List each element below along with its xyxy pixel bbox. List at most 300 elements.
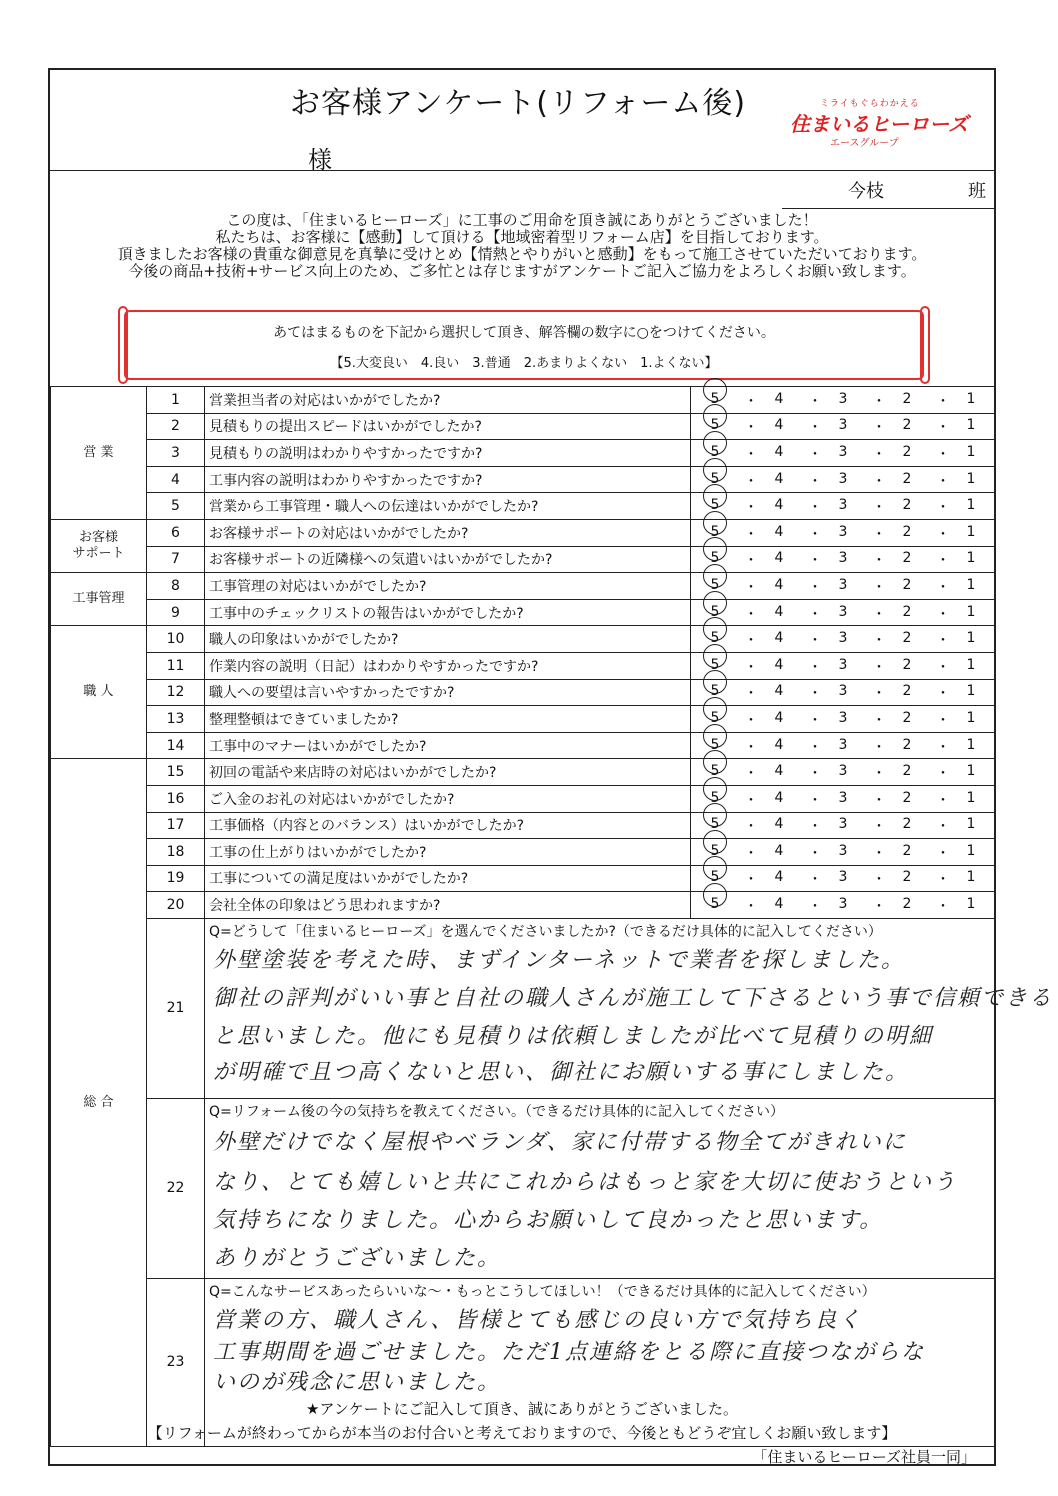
rating-option[interactable]: 1 — [966, 683, 976, 700]
rating-cell — [691, 652, 995, 679]
question-row — [51, 519, 995, 546]
question-text: 工事価格（内容とのバランス）はいかがでしたか? — [205, 812, 691, 839]
question-number: 21 — [147, 918, 205, 1098]
rating-option[interactable]: 5 — [710, 683, 720, 700]
rating-separator: ・ — [872, 579, 886, 596]
category-label — [51, 759, 147, 1447]
rating-option[interactable]: 2 — [902, 497, 912, 514]
rating-cell — [691, 732, 995, 759]
intro-text — [50, 212, 994, 280]
logo-tagline: ミライもぐらわかえる — [820, 99, 920, 109]
rating-cell — [691, 573, 995, 600]
rating-option[interactable]: 3 — [838, 736, 848, 753]
rating-option[interactable]: 2 — [902, 763, 912, 780]
question-text: 作業内容の説明（日記）はわかりやすかったですか? — [205, 652, 691, 679]
rating-option[interactable]: 3 — [838, 497, 848, 514]
rating-option[interactable]: 5 — [710, 470, 720, 487]
rating-option[interactable]: 5 — [710, 736, 720, 753]
question-number: 4 — [147, 466, 205, 493]
question-row — [51, 892, 995, 919]
logo-group: エースグループ — [830, 138, 899, 149]
rating-separator: ・ — [744, 712, 758, 729]
question-row — [51, 466, 995, 493]
question-number: 2 — [147, 413, 205, 440]
rating-cell — [691, 785, 995, 812]
rating-option[interactable]: 3 — [838, 443, 848, 460]
rating-option[interactable]: 4 — [774, 550, 784, 567]
question-row — [51, 440, 995, 467]
rating-option[interactable]: 5 — [710, 869, 720, 886]
rating-separator: ・ — [872, 899, 886, 916]
question-row — [51, 732, 995, 759]
team-suffix: 班 — [968, 181, 986, 202]
rating-separator: ・ — [744, 819, 758, 836]
question-row — [51, 387, 995, 414]
rating-separator: ・ — [808, 579, 822, 596]
free-answer-row — [51, 1098, 995, 1278]
rating-separator: ・ — [808, 739, 822, 756]
question-text: お客様サポートの近隣様への気遣いはいかがでしたか? — [205, 546, 691, 573]
rating-separator: ・ — [936, 766, 950, 783]
survey-sheet — [48, 68, 1054, 1466]
rating-cell — [691, 706, 995, 733]
logo-brand: 住まいるヒーローズ — [790, 112, 969, 136]
rating-option[interactable]: 1 — [966, 390, 976, 407]
rating-separator: ・ — [936, 845, 950, 862]
question-text: 見積もりの説明はわかりやすかったですか? — [205, 440, 691, 467]
question-row — [51, 652, 995, 679]
rating-option[interactable]: 1 — [966, 842, 976, 859]
rating-separator: ・ — [936, 819, 950, 836]
question-number: 6 — [147, 519, 205, 546]
rating-option[interactable]: 4 — [774, 896, 784, 913]
rating-separator: ・ — [808, 553, 822, 570]
rating-option[interactable]: 2 — [902, 576, 912, 593]
rating-option[interactable]: 2 — [902, 816, 912, 833]
rating-option[interactable]: 4 — [774, 683, 784, 700]
question-row — [51, 493, 995, 520]
rating-separator: ・ — [872, 526, 886, 543]
question-table — [50, 386, 1054, 1447]
rating-option[interactable]: 2 — [902, 896, 912, 913]
rating-separator: ・ — [872, 446, 886, 463]
free-question-text: Q=こんなサービスあったらいいな～・もっとこうしてほしい！（できるだけ具体的に記入してください） — [209, 1283, 876, 1300]
rating-option[interactable]: 3 — [838, 789, 848, 806]
category-label — [51, 626, 147, 759]
handwritten-answer-line: が明確で且つ高くないと思い、御社にお願いする事にしました。 — [213, 1059, 910, 1085]
rating-separator: ・ — [936, 500, 950, 517]
question-number: 9 — [147, 599, 205, 626]
rating-option[interactable]: 4 — [774, 470, 784, 487]
rating-separator: ・ — [744, 659, 758, 676]
rating-cell — [691, 839, 995, 866]
rating-option[interactable]: 5 — [710, 842, 720, 859]
rating-option[interactable]: 1 — [966, 443, 976, 460]
rating-option[interactable]: 2 — [902, 789, 912, 806]
question-number: 11 — [147, 652, 205, 679]
page-title: お客様アンケート(リフォーム後) — [290, 86, 747, 121]
instructions-banner — [124, 310, 924, 380]
rating-option[interactable]: 1 — [966, 630, 976, 647]
rating-separator: ・ — [808, 420, 822, 437]
footer-thanks: ★アンケートにご記入して頂き、誠にありがとうございました。 — [306, 1400, 738, 1418]
rating-separator: ・ — [936, 446, 950, 463]
rating-separator: ・ — [872, 819, 886, 836]
intro-line: 今後の商品+技術+サービス向上のため、ご多忙とは存じますがアンケートご記入ご協力をよろしくお願い致します。 — [128, 262, 916, 280]
question-number: 5 — [147, 493, 205, 520]
rating-option[interactable]: 4 — [774, 816, 784, 833]
question-number: 19 — [147, 865, 205, 892]
rating-option[interactable]: 4 — [774, 869, 784, 886]
rating-option[interactable]: 3 — [838, 417, 848, 434]
intro-line: この度は、「住まいるヒーローズ」に工事のご用命を頂き誠にありがとうございました！ — [226, 211, 818, 229]
rating-separator: ・ — [808, 686, 822, 703]
question-row — [51, 599, 995, 626]
rating-separator: ・ — [936, 659, 950, 676]
question-text: 見積もりの提出スピードはいかがでしたか? — [205, 413, 691, 440]
rating-separator: ・ — [936, 899, 950, 916]
customer-honorific: 様 — [308, 146, 332, 174]
question-row — [51, 626, 995, 653]
question-number: 13 — [147, 706, 205, 733]
rating-option[interactable]: 1 — [966, 789, 976, 806]
rating-option[interactable]: 4 — [774, 709, 784, 726]
rating-option[interactable]: 1 — [966, 576, 976, 593]
question-row — [51, 812, 995, 839]
rating-separator: ・ — [872, 633, 886, 650]
question-number: 7 — [147, 546, 205, 573]
rating-option[interactable]: 2 — [902, 736, 912, 753]
rating-separator: ・ — [808, 819, 822, 836]
rating-separator: ・ — [744, 473, 758, 490]
rating-separator: ・ — [744, 633, 758, 650]
intro-line: 私たちは、お客様に【感動】して頂ける【地域密着型リフォーム店】を目指しております。 — [215, 228, 829, 246]
intro-line: 頂きましたお客様の貴重な御意見を真摯に受けとめ【情熱とやりがいと感動】をもって施工させていただいております。 — [117, 245, 927, 263]
rating-separator: ・ — [744, 553, 758, 570]
rating-option[interactable]: 1 — [966, 709, 976, 726]
rating-option[interactable]: 2 — [902, 869, 912, 886]
instructions-line-1: あてはまるものを下記から選択して頂き、解答欄の数字に○をつけてください。 — [273, 325, 775, 341]
rating-option[interactable]: 2 — [902, 523, 912, 540]
rating-option[interactable]: 5 — [710, 789, 720, 806]
scroll-curl-right — [920, 306, 930, 384]
category-text: お客様 — [78, 530, 118, 546]
rating-option[interactable]: 5 — [710, 630, 720, 647]
rating-option[interactable]: 5 — [710, 656, 720, 673]
rating-separator: ・ — [808, 526, 822, 543]
rating-option[interactable]: 4 — [774, 842, 784, 859]
rating-separator: ・ — [808, 712, 822, 729]
rating-option[interactable]: 1 — [966, 656, 976, 673]
question-number: 17 — [147, 812, 205, 839]
rating-separator: ・ — [808, 899, 822, 916]
rating-option[interactable]: 1 — [966, 869, 976, 886]
rating-option[interactable]: 1 — [966, 497, 976, 514]
rating-option[interactable]: 1 — [966, 763, 976, 780]
rating-option[interactable]: 3 — [838, 630, 848, 647]
rating-cell — [691, 493, 995, 520]
question-number: 8 — [147, 573, 205, 600]
rating-separator: ・ — [808, 446, 822, 463]
rating-cell — [691, 466, 995, 493]
rating-cell — [691, 387, 995, 414]
rating-separator: ・ — [936, 473, 950, 490]
rating-cell — [691, 679, 995, 706]
rating-separator: ・ — [744, 606, 758, 623]
question-number: 23 — [147, 1278, 205, 1446]
scroll-curl-left — [118, 306, 128, 384]
rating-option[interactable]: 4 — [774, 523, 784, 540]
rating-option[interactable]: 1 — [966, 896, 976, 913]
rating-option[interactable]: 3 — [838, 603, 848, 620]
rating-separator: ・ — [744, 792, 758, 809]
category-label — [51, 519, 147, 572]
rating-option[interactable]: 3 — [838, 763, 848, 780]
rating-option[interactable]: 3 — [838, 576, 848, 593]
rating-option[interactable]: 2 — [902, 683, 912, 700]
rating-option[interactable]: 3 — [838, 656, 848, 673]
rating-option[interactable]: 4 — [774, 603, 784, 620]
question-number: 14 — [147, 732, 205, 759]
question-text: 職人への要望は言いやすかったですか? — [205, 679, 691, 706]
question-number: 3 — [147, 440, 205, 467]
rating-cell — [691, 413, 995, 440]
question-text: 初回の電話や来店時の対応はいかがでしたか? — [205, 759, 691, 786]
rating-option[interactable]: 3 — [838, 523, 848, 540]
rating-option[interactable]: 5 — [710, 763, 720, 780]
question-number: 15 — [147, 759, 205, 786]
handwritten-answer-line: いのが残念に思いました。 — [213, 1369, 502, 1395]
rating-separator: ・ — [808, 872, 822, 889]
rating-separator: ・ — [872, 792, 886, 809]
question-text: 営業から工事管理・職人への伝達はいかがでしたか? — [205, 493, 691, 520]
rating-option[interactable]: 1 — [966, 523, 976, 540]
category-text: 職 人 — [83, 684, 114, 700]
handwritten-answer-line: 外壁塗装を考えた時、まずインターネットで業者を探しました。 — [213, 947, 906, 973]
rating-option[interactable]: 3 — [838, 816, 848, 833]
rating-separator: ・ — [808, 500, 822, 517]
rating-separator: ・ — [936, 579, 950, 596]
rating-option[interactable]: 4 — [774, 736, 784, 753]
rating-separator: ・ — [808, 633, 822, 650]
rating-separator: ・ — [936, 792, 950, 809]
category-label — [51, 573, 147, 626]
rating-separator: ・ — [872, 766, 886, 783]
rating-option[interactable]: 1 — [966, 736, 976, 753]
rating-option[interactable]: 4 — [774, 576, 784, 593]
rating-option[interactable]: 4 — [774, 656, 784, 673]
rating-separator: ・ — [872, 500, 886, 517]
rating-separator: ・ — [808, 473, 822, 490]
rating-separator: ・ — [936, 872, 950, 889]
question-text: 工事の仕上がりはいかがでしたか? — [205, 839, 691, 866]
rating-option[interactable]: 2 — [902, 630, 912, 647]
rating-option[interactable]: 4 — [774, 789, 784, 806]
rating-option[interactable]: 1 — [966, 550, 976, 567]
rating-separator: ・ — [744, 845, 758, 862]
rating-separator: ・ — [872, 872, 886, 889]
handwritten-answer-line: ありがとうございました。 — [213, 1245, 502, 1271]
rating-separator: ・ — [936, 420, 950, 437]
handwritten-answer-line: 気持ちになりました。心からお願いして良かったと思います。 — [213, 1207, 884, 1233]
rating-cell — [691, 440, 995, 467]
team-underline — [782, 208, 996, 209]
rating-option[interactable]: 3 — [838, 896, 848, 913]
rating-cell — [691, 546, 995, 573]
rating-option[interactable]: 4 — [774, 630, 784, 647]
rating-option[interactable]: 2 — [902, 417, 912, 434]
rating-option[interactable]: 4 — [774, 417, 784, 434]
question-number: 22 — [147, 1098, 205, 1278]
rating-option[interactable]: 2 — [902, 390, 912, 407]
rating-option[interactable]: 4 — [774, 497, 784, 514]
rating-option[interactable]: 2 — [902, 842, 912, 859]
rating-option[interactable]: 3 — [838, 869, 848, 886]
rating-option[interactable]: 5 — [710, 603, 720, 620]
rating-separator: ・ — [744, 739, 758, 756]
question-number: 1 — [147, 387, 205, 414]
free-question-text: Q=どうして「住まいるヒーローズ」を選んでくださいましたか?（できるだけ具体的に記入してください） — [209, 923, 882, 940]
rating-option[interactable]: 2 — [902, 443, 912, 460]
rating-option[interactable]: 2 — [902, 550, 912, 567]
rating-separator: ・ — [744, 500, 758, 517]
rating-separator: ・ — [936, 712, 950, 729]
rating-option[interactable]: 5 — [710, 576, 720, 593]
question-row — [51, 679, 995, 706]
rating-separator: ・ — [936, 739, 950, 756]
rating-option[interactable]: 5 — [710, 497, 720, 514]
category-text: 工事管理 — [72, 591, 125, 607]
rating-separator: ・ — [744, 446, 758, 463]
handwritten-answer-line: 御社の評判がいい事と自社の職人さんが施工して下さるという事で信頼できる — [213, 985, 1054, 1011]
rating-separator: ・ — [808, 792, 822, 809]
rating-separator: ・ — [936, 526, 950, 543]
question-number: 18 — [147, 839, 205, 866]
rating-option[interactable]: 5 — [710, 417, 720, 434]
rating-option[interactable]: 2 — [902, 709, 912, 726]
rating-separator: ・ — [744, 393, 758, 410]
rating-separator: ・ — [744, 899, 758, 916]
rating-option[interactable]: 5 — [710, 523, 720, 540]
footer-signature: 「住まいるヒーローズ社員一同」 — [752, 1448, 976, 1466]
question-number: 16 — [147, 785, 205, 812]
rating-separator: ・ — [808, 659, 822, 676]
rating-separator: ・ — [872, 739, 886, 756]
instructions-line-2: 【5.大変良い 4.良い 3.普通 2.あまりよくない 1.よくない】 — [330, 356, 718, 371]
rating-option[interactable]: 4 — [774, 763, 784, 780]
rating-option[interactable]: 3 — [838, 550, 848, 567]
rating-option[interactable]: 4 — [774, 390, 784, 407]
team-name: 今枝 — [848, 181, 884, 202]
rating-separator: ・ — [872, 420, 886, 437]
question-text: 整理整頓はできていましたか? — [205, 706, 691, 733]
rating-separator: ・ — [744, 526, 758, 543]
company-logo — [790, 96, 970, 149]
rating-separator: ・ — [936, 393, 950, 410]
rating-option[interactable]: 5 — [710, 709, 720, 726]
rating-separator: ・ — [872, 473, 886, 490]
question-text: 工事中のチェックリストの報告はいかがでしたか? — [205, 599, 691, 626]
rating-option[interactable]: 3 — [838, 842, 848, 859]
question-number: 20 — [147, 892, 205, 919]
rating-option[interactable]: 3 — [838, 683, 848, 700]
question-text: 営業担当者の対応はいかがでしたか? — [205, 387, 691, 414]
rating-option[interactable]: 2 — [902, 603, 912, 620]
handwritten-answer-line: なり、とても嬉しいと共にこれからはもっと家を大切に使おうという — [213, 1169, 958, 1195]
rating-separator: ・ — [808, 393, 822, 410]
rating-option[interactable]: 4 — [774, 443, 784, 460]
rating-option[interactable]: 1 — [966, 603, 976, 620]
question-text: ご入金のお礼の対応はいかがでしたか? — [205, 785, 691, 812]
question-row — [51, 865, 995, 892]
question-row — [51, 839, 995, 866]
question-text: お客様サポートの対応はいかがでしたか? — [205, 519, 691, 546]
rating-cell — [691, 519, 995, 546]
rating-separator: ・ — [872, 845, 886, 862]
rating-option[interactable]: 2 — [902, 656, 912, 673]
rating-cell — [691, 865, 995, 892]
free-question-text: Q=リフォーム後の今の気持ちを教えてください。（できるだけ具体的に記入してください） — [209, 1103, 785, 1120]
rating-option[interactable]: 1 — [966, 470, 976, 487]
question-text: 工事管理の対応はいかがでしたか? — [205, 573, 691, 600]
question-text: 会社全体の印象はどう思われますか? — [205, 892, 691, 919]
rating-cell — [691, 892, 995, 919]
rating-option[interactable]: 3 — [838, 390, 848, 407]
rating-option[interactable]: 5 — [710, 816, 720, 833]
rating-option[interactable]: 2 — [902, 470, 912, 487]
question-row — [51, 413, 995, 440]
question-text: 工事中のマナーはいかがでしたか? — [205, 732, 691, 759]
rating-separator: ・ — [872, 686, 886, 703]
question-text: 職人の印象はいかがでしたか? — [205, 626, 691, 653]
rating-option[interactable]: 1 — [966, 417, 976, 434]
question-text: 工事についての満足度はいかがでしたか? — [205, 865, 691, 892]
rating-separator: ・ — [808, 845, 822, 862]
category-text: 営 業 — [83, 444, 114, 460]
question-text: 工事内容の説明はわかりやすかったですか? — [205, 466, 691, 493]
rating-option[interactable]: 5 — [710, 550, 720, 567]
rating-separator: ・ — [808, 606, 822, 623]
rating-option[interactable]: 5 — [710, 390, 720, 407]
rating-cell — [691, 626, 995, 653]
free-answer-row — [51, 918, 995, 1098]
rating-option[interactable]: 3 — [838, 709, 848, 726]
divider — [50, 170, 994, 171]
footer-message: 【リフォームが終わってからが本当のお付合いと考えておりますので、今後ともどうぞ宜しくお願い致します】 — [147, 1424, 897, 1442]
handwritten-answer-line: 外壁だけでなく屋根やベランダ、家に付帯する物全てがきれいに — [213, 1129, 907, 1155]
free-answer-cell[interactable] — [205, 918, 1054, 1098]
rating-option[interactable]: 5 — [710, 443, 720, 460]
rating-cell — [691, 812, 995, 839]
rating-separator: ・ — [744, 872, 758, 889]
rating-option[interactable]: 1 — [966, 816, 976, 833]
handwritten-answer-line: 営業の方、職人さん、皆様とても感じの良い方で気持ち良く — [213, 1307, 863, 1333]
rating-option[interactable]: 5 — [710, 896, 720, 913]
rating-separator: ・ — [808, 766, 822, 783]
rating-cell — [691, 599, 995, 626]
handwritten-answer-line: と思いました。他にも見積りは依頼しましたが比べて見積りの明細 — [213, 1023, 934, 1049]
free-answer-cell[interactable] — [205, 1098, 995, 1278]
handwritten-answer-line: 工事期間を過ごせました。ただ1点連絡をとる際に直接つながらな — [213, 1339, 925, 1365]
rating-option[interactable]: 3 — [838, 470, 848, 487]
rating-separator: ・ — [936, 686, 950, 703]
rating-separator: ・ — [744, 420, 758, 437]
rating-separator: ・ — [872, 553, 886, 570]
rating-separator: ・ — [936, 553, 950, 570]
rating-separator: ・ — [936, 633, 950, 650]
question-number: 10 — [147, 626, 205, 653]
rating-cell — [691, 759, 995, 786]
